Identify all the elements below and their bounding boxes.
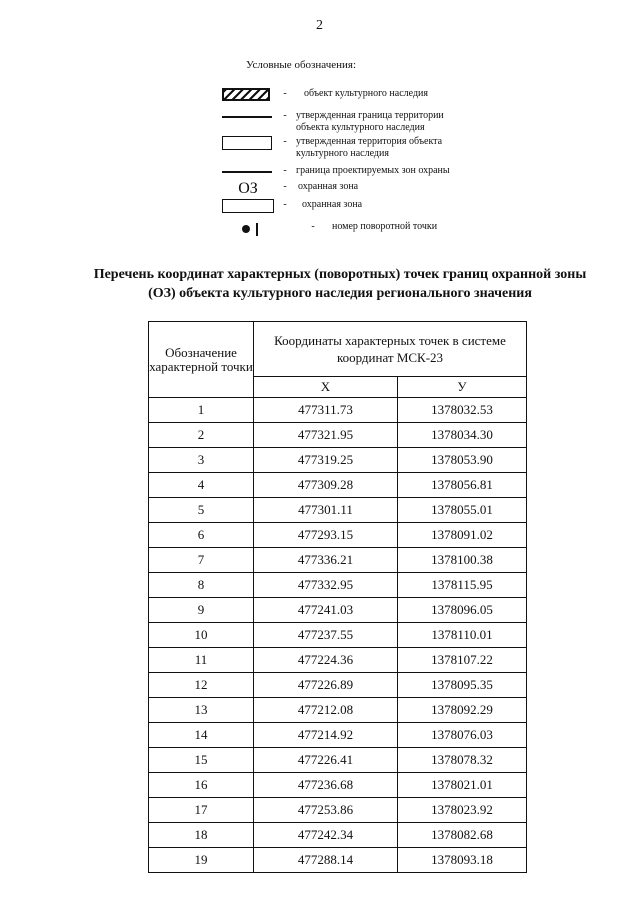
- legend-title: Условные обозначения:: [246, 59, 357, 71]
- x-coordinate-cell: 477336.21: [254, 548, 398, 573]
- x-coordinate-cell: 477212.08: [254, 698, 398, 723]
- point-number-cell: 5: [149, 498, 254, 523]
- legend-text: утвержденная территория объекта культурного наследия: [296, 136, 443, 159]
- x-coordinate-cell: 477293.15: [254, 523, 398, 548]
- legend-item-protection-zone: [222, 199, 362, 215]
- table-row: [149, 798, 527, 823]
- x-coordinate-cell: 477301.11: [254, 498, 398, 523]
- point-number-cell: 17: [149, 798, 254, 823]
- y-coordinate-cell: 1378053.90: [398, 448, 527, 473]
- table-row: [149, 573, 527, 598]
- y-coordinate-cell: 1378056.81: [398, 473, 527, 498]
- table-row: [149, 723, 527, 748]
- legend-item-turning-point: [222, 221, 437, 237]
- y-coordinate-cell: 1378055.01: [398, 498, 527, 523]
- point-number-cell: 14: [149, 723, 254, 748]
- legend-text: граница проектируемых зон охраны: [296, 165, 450, 176]
- document-heading: Перечень координат характерных (поворотных) точек границ охранной зоны (ОЗ) объекта культурного наследия регионального значения: [93, 267, 587, 301]
- x-coordinate-cell: 477237.55: [254, 623, 398, 648]
- y-coordinate-cell: 1378076.03: [398, 723, 527, 748]
- x-coordinate-cell: 477321.95: [254, 423, 398, 448]
- table-row: [149, 398, 527, 423]
- legend-text: объект культурного наследия: [304, 88, 428, 99]
- legend-item-projected-boundary: [222, 165, 450, 181]
- point-number-cell: 16: [149, 773, 254, 798]
- legend-dash: -: [311, 221, 315, 232]
- point-number-cell: 13: [149, 698, 254, 723]
- legend-item-approved-boundary: [222, 110, 476, 134]
- y-coordinate-cell: 1378023.92: [398, 798, 527, 823]
- y-coordinate-cell: 1378032.53: [398, 398, 527, 423]
- point-number-cell: 3: [149, 448, 254, 473]
- y-coordinate-cell: 1378096.05: [398, 598, 527, 623]
- hatched-box-icon: [222, 88, 270, 101]
- coordinates-table: [148, 321, 527, 873]
- x-coordinate-cell: 477224.36: [254, 648, 398, 673]
- table-row: [149, 598, 527, 623]
- solid-line-icon: [222, 116, 272, 118]
- y-coordinate-cell: 1378021.01: [398, 773, 527, 798]
- table-row: [149, 823, 527, 848]
- table-row: [149, 623, 527, 648]
- x-coordinate-cell: 477236.68: [254, 773, 398, 798]
- point-number-cell: 12: [149, 673, 254, 698]
- table-row: [149, 548, 527, 573]
- table-row: [149, 498, 527, 523]
- point-number-cell: 2: [149, 423, 254, 448]
- legend-text: номер поворотной точки: [332, 221, 438, 232]
- legend-item-cultural-object: [222, 88, 428, 104]
- x-coordinate-cell: 477309.28: [254, 473, 398, 498]
- legend-item-oz-label: [222, 181, 358, 197]
- y-coordinate-cell: 1378034.30: [398, 423, 527, 448]
- legend-dash: -: [283, 88, 287, 99]
- y-coordinate-cell: 1378082.68: [398, 823, 527, 848]
- legend-dash: -: [283, 165, 287, 176]
- table-row: [149, 748, 527, 773]
- y-coordinate-cell: 1378095.35: [398, 673, 527, 698]
- y-coordinate-cell: 1378107.22: [398, 648, 527, 673]
- table-row: [149, 423, 527, 448]
- outline-box-icon: [222, 136, 272, 150]
- col-point-header: Обозначение характерной точки: [149, 322, 254, 398]
- point-number-cell: 11: [149, 648, 254, 673]
- oz-symbol: ОЗ: [238, 180, 258, 197]
- x-coordinate-cell: 477241.03: [254, 598, 398, 623]
- y-coordinate-cell: 1378092.29: [398, 698, 527, 723]
- x-coordinate-cell: 477288.14: [254, 848, 398, 873]
- x-coordinate-cell: 477242.34: [254, 823, 398, 848]
- point-number-cell: 7: [149, 548, 254, 573]
- table-row: [149, 648, 527, 673]
- table-row: [149, 523, 527, 548]
- point-number-cell: 1: [149, 398, 254, 423]
- point-number-cell: 10: [149, 623, 254, 648]
- col-coords-header: Координаты характерных точек в системе координат МСК-23: [254, 322, 527, 377]
- legend-dash: -: [283, 110, 287, 121]
- point-number-cell: 15: [149, 748, 254, 773]
- y-coordinate-cell: 1378078.32: [398, 748, 527, 773]
- legend-dash: -: [283, 181, 287, 192]
- table-row: [149, 448, 527, 473]
- x-coordinate-cell: 477226.41: [254, 748, 398, 773]
- table-row: [149, 698, 527, 723]
- y-coordinate-cell: 1378110.01: [398, 623, 527, 648]
- page-number: 2: [316, 18, 323, 33]
- legend-dash: -: [283, 136, 287, 147]
- table-row: [149, 848, 527, 873]
- dot-with-bar-icon: [222, 221, 294, 237]
- x-coordinate-cell: 477319.25: [254, 448, 398, 473]
- col-x-header: X: [254, 377, 398, 398]
- point-number-cell: 9: [149, 598, 254, 623]
- legend-dash: -: [283, 199, 287, 210]
- table-row: [149, 673, 527, 698]
- legend-item-approved-territory: [222, 136, 456, 160]
- y-coordinate-cell: 1378115.95: [398, 573, 527, 598]
- table-row: [149, 473, 527, 498]
- x-coordinate-cell: 477311.73: [254, 398, 398, 423]
- outline-box-icon: [222, 199, 274, 213]
- solid-line-icon: [222, 171, 272, 173]
- x-coordinate-cell: 477253.86: [254, 798, 398, 823]
- point-number-cell: 6: [149, 523, 254, 548]
- y-coordinate-cell: 1378091.02: [398, 523, 527, 548]
- point-number-cell: 18: [149, 823, 254, 848]
- x-coordinate-cell: 477226.89: [254, 673, 398, 698]
- x-coordinate-cell: 477332.95: [254, 573, 398, 598]
- point-number-cell: 8: [149, 573, 254, 598]
- col-y-header: У: [398, 377, 527, 398]
- point-number-cell: 4: [149, 473, 254, 498]
- point-number-cell: 19: [149, 848, 254, 873]
- legend-text: охранная зона: [298, 181, 359, 192]
- legend-text: охранная зона: [302, 199, 363, 210]
- x-coordinate-cell: 477214.92: [254, 723, 398, 748]
- y-coordinate-cell: 1378100.38: [398, 548, 527, 573]
- y-coordinate-cell: 1378093.18: [398, 848, 527, 873]
- legend-text: утвержденная граница территории объекта культурного наследия: [296, 110, 444, 133]
- table-row: [149, 773, 527, 798]
